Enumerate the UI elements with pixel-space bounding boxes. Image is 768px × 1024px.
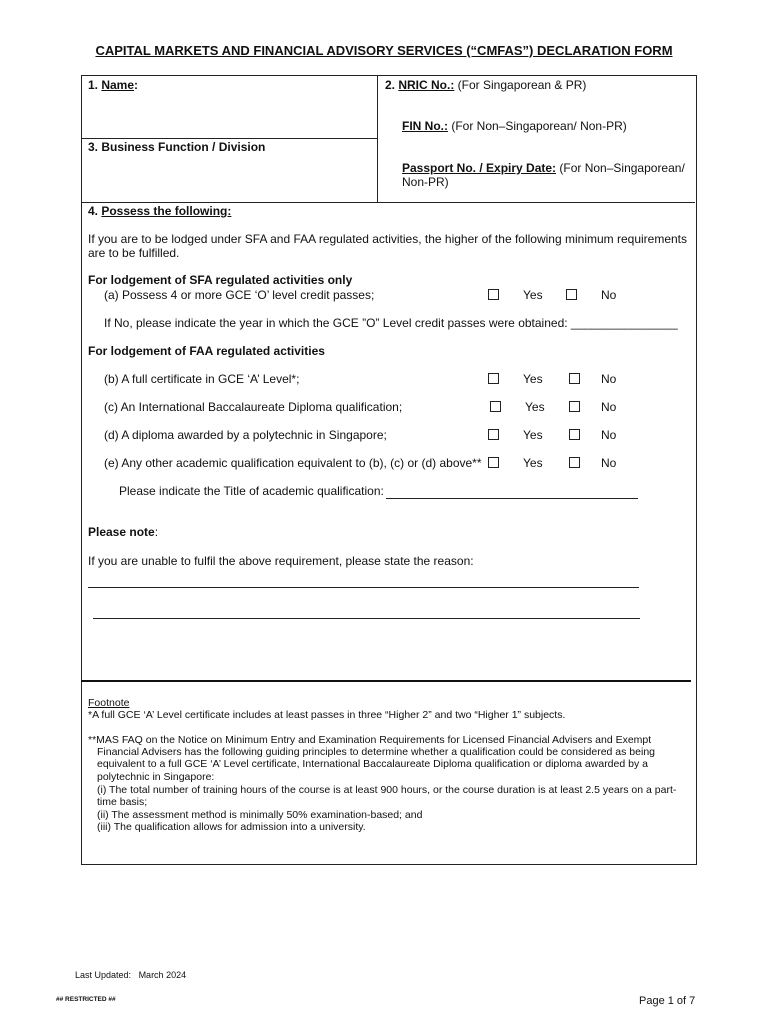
item-c-no-label: No [601, 400, 617, 414]
item-e-yes-checkbox[interactable] [488, 457, 499, 468]
divider-name-business [81, 138, 377, 139]
item-a-yes-checkbox[interactable] [488, 289, 499, 300]
item-c-no-checkbox[interactable] [569, 401, 580, 412]
footnote-star2-line2: Financial Advisers has the following guiding principles to determine whether a qualification could be considered as being [97, 746, 656, 758]
reason-field-line-2[interactable] [93, 618, 640, 619]
item-b-no-checkbox[interactable] [569, 373, 580, 384]
item-e-yes-label: Yes [523, 456, 543, 470]
footnote-star2-line1: **MAS FAQ on the Notice on Minimum Entry and Examination Requirements for Licensed Financial Advisers and Exempt [88, 734, 652, 746]
item-a-year-prompt[interactable]: If No, please indicate the year in which the GCE ”O” Level credit passes were obtained: ________________ [104, 316, 678, 330]
item-d-label: (d) A diploma awarded by a polytechnic in Singapore; [104, 428, 387, 442]
item-a-no-label: No [601, 288, 617, 302]
item-b-yes-label: Yes [523, 372, 543, 386]
item-d-yes-checkbox[interactable] [488, 429, 499, 440]
nric-label: 2. NRIC No.: (For Singaporean & PR) [385, 78, 587, 92]
item-d-no-checkbox[interactable] [569, 429, 580, 440]
section4-label: 4. Possess the following: [88, 204, 232, 218]
reason-prompt: If you are unable to fulfil the above requirement, please state the reason: [88, 554, 474, 568]
item-d-yes-label: Yes [523, 428, 543, 442]
footnote-star2-line4: polytechnic in Singapore: [97, 771, 215, 783]
item-d-no-label: No [601, 428, 617, 442]
item-a-yes-label: Yes [523, 288, 543, 302]
passport-note-cont: Non-PR) [402, 175, 449, 189]
item-c-label: (c) An International Baccalaureate Diploma qualification; [104, 400, 403, 414]
sfa-heading: For lodgement of SFA regulated activities only [88, 273, 353, 287]
item-b-no-label: No [601, 372, 617, 386]
last-updated: Last Updated: March 2024 [75, 970, 187, 980]
footnote-principle-3: (iii) The qualification allows for admission into a university. [97, 821, 366, 833]
faa-heading: For lodgement of FAA regulated activities [88, 344, 325, 358]
footnote-principle-2: (ii) The assessment method is minimally 50% examination-based; and [97, 809, 423, 821]
section4-intro-line1: If you are to be lodged under SFA and FAA regulated activities, the higher of the following minimum requirements [88, 232, 688, 246]
item-e-label: (e) Any other academic qualification equivalent to (b), (c) or (d) above** [104, 456, 482, 470]
footnote-divider [81, 680, 691, 682]
divider-vertical [377, 75, 378, 202]
item-e-no-label: No [601, 456, 617, 470]
form-title: CAPITAL MARKETS AND FINANCIAL ADVISORY SERVICES (“CMFAS”) DECLARATION FORM [95, 43, 673, 58]
reason-field-line-1[interactable] [88, 587, 639, 588]
item-b-label: (b) A full certificate in GCE ‘A’ Level*; [104, 372, 300, 386]
qualification-title-prompt: Please indicate the Title of academic qualification: [119, 484, 384, 498]
item-a-no-checkbox[interactable] [566, 289, 577, 300]
item-a-label: (a) Possess 4 or more GCE ‘O’ level credit passes; [104, 288, 375, 302]
item-c-yes-checkbox[interactable] [490, 401, 501, 412]
fin-label: FIN No.: (For Non–Singaporean/ Non-PR) [402, 119, 627, 133]
item-c-yes-label: Yes [525, 400, 545, 414]
classification-label: ## RESTRICTED ## [56, 996, 116, 1003]
footnote-principle-1-line2: time basis; [97, 796, 148, 808]
footnote-principle-1-line1: (i) The total number of training hours of the course is at least 900 hours, or the course duration is at least 2.5 years on a part- [97, 784, 677, 796]
section4-intro-line2: are to be fulfilled. [88, 246, 180, 260]
business-function-label: 3. Business Function / Division [88, 140, 266, 154]
footnote-star2-line3: equivalent to a full GCE ‘A’ Level certificate, International Baccalaureate Diploma qualification or diploma awarded by a [97, 758, 648, 770]
passport-label: Passport No. / Expiry Date: (For Non–Singaporean/ [402, 161, 685, 175]
please-note-heading: Please note: [88, 525, 159, 539]
item-e-no-checkbox[interactable] [569, 457, 580, 468]
name-label: 1. Name: [88, 78, 139, 92]
divider-section4 [81, 202, 695, 203]
footnote-star1: *A full GCE ‘A’ Level certificate includes at least passes in three “Higher 2” and two “Higher 1” subjects. [88, 709, 566, 721]
item-b-yes-checkbox[interactable] [488, 373, 499, 384]
page-number: Page 1 of 7 [639, 995, 696, 1007]
qualification-title-field[interactable] [386, 498, 638, 499]
footnote-heading: Footnote [88, 697, 130, 709]
